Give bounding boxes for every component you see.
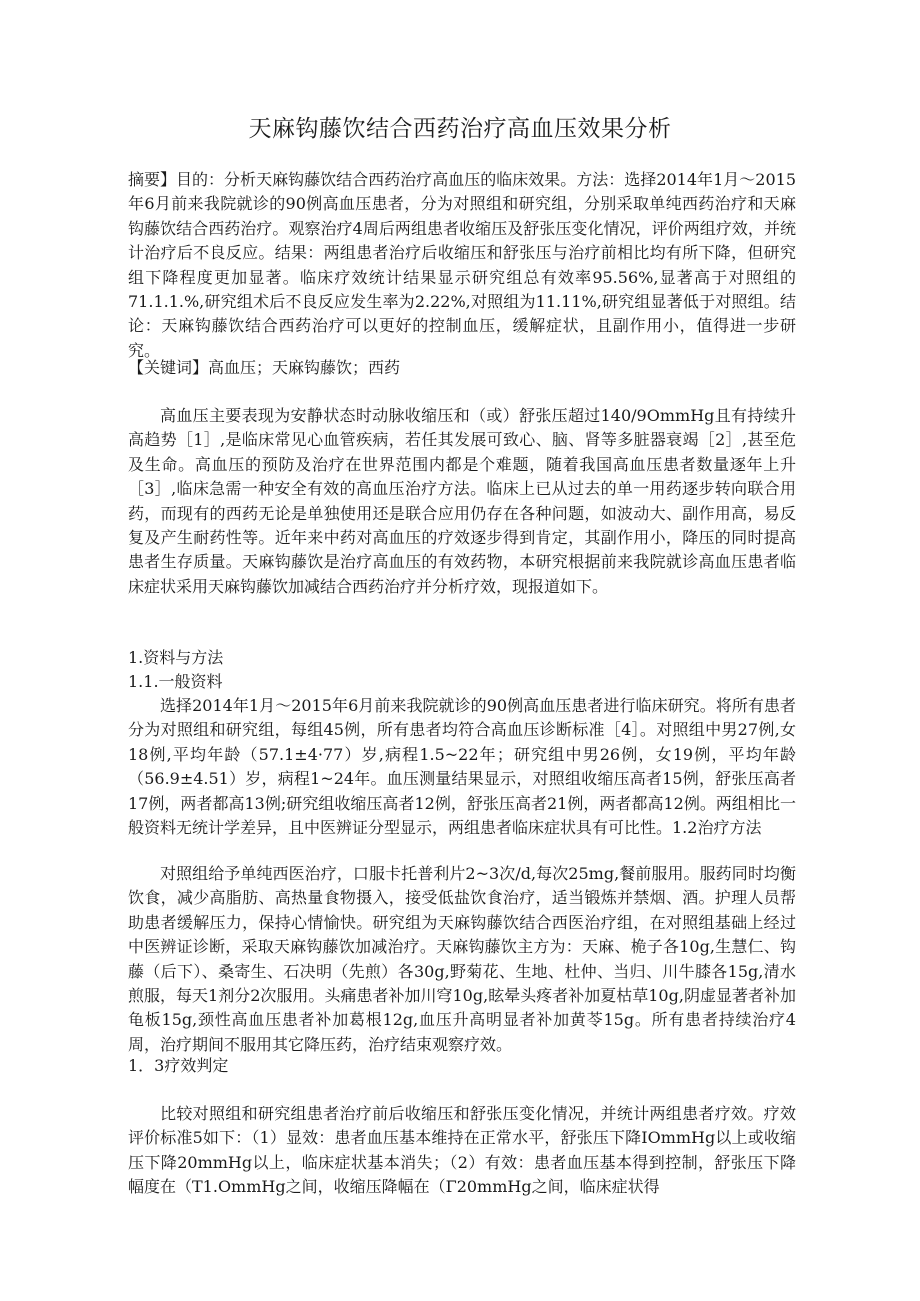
abstract-paragraph: 摘要】目的：分析天麻钩藤饮结合西药治疗高血压的临床效果。方法：选择2014年1月～2015年6月前来我院就诊的90例高血压患者，分为对照组和研究组，分别采取单纯西药治疗和天麻钩藤饮结合西药治疗。观察治疗4周后两组患者收缩压及舒张压变化情况，评价两组疗效，并统计治疗后不良反应。结果：两组患者治疗后收缩压和舒张压与治疗前相比均有所下降，但研究组下降程度更加显著。临床疗效统计结果显示研究组总有效率95.56%,显著高于对照组的71.1.1.%,研究组术后不良反应发生率为2.22%,对照组为11.11%,研究组显著低于对照组。结论：天麻钩藤饮结合西药治疗可以更好的控制血压，缓解症状，且副作用小，值得进一步研究。 [128,170,796,360]
general-data-paragraph: 选择2014年1月～2015年6月前来我院就诊的90例高血压患者进行临床研究。将所有患者分为对照组和研究组，每组45例，所有患者均符合高血压诊断标准［4］。对照组中男27例,女18例,平均年龄（57.1±4·77）岁,病程1.5~22年；研究组中男26例，女19例，平均年龄（56.9±4.51）岁，病程1~24年。血压测量结果显示，对照组收缩压高者15例，舒张压高者17例，两者都高13例;研究组收缩压高者12例，舒张压高者21例，两者都高12例。两组相比一般资料无统计学差异，且中医辨证分型显示，两组患者临床症状具有可比性。1.2治疗方法 [128,696,796,838]
introduction-paragraph: 高血压主要表现为安静状态时动脉收缩压和（或）舒张压超过140/9OmmHg且有持续升高趋势［1］,是临床常见心血管疾病，若任其发展可致心、脑、肾等多脏器衰竭［2］,甚至危及生命。高血压的预防及治疗在世界范围内都是个难题，随着我国高血压患者数量逐年上升［3］,临床急需一种安全有效的高血压治疗方法。临床上已从过去的单一用药逐步转向联合用药，而现有的西药无论是单独使用还是联合应用仍存在各种问题，如波动大、副作用高，易反复及产生耐药性等。近年来中药对高血压的疗效逐步得到肯定，其副作用小，降压的同时提高患者生存质量。天麻钩藤饮是治疗高血压的有效药物，本研究根据前来我院就诊高血压患者临床症状采用天麻钩藤饮加减结合西药治疗并分析疗效，现报道如下。 [128,406,796,596]
subsection-heading-efficacy: 1．3疗效判定 [128,1056,229,1075]
subsection-heading-general-data: 1.1.一般资料 [128,672,223,691]
keywords-line: 【关键词】高血压；天麻钩藤饮；西药 [128,358,401,377]
treatment-paragraph: 对照组给予单纯西医治疗，口服卡托普利片2~3次/d,每次25mg,餐前服用。服药同时均衡饮食，减少高脂肪、高热量食物摄入，接受低盐饮食治疗，适当锻炼并禁烟、酒。护理人员帮助患者缓解压力，保持心情愉快。研究组为天麻钩藤饮结合西医治疗组，在对照组基础上经过中医辨证诊断，采取天麻钩藤饮加减治疗。天麻钩藤饮主方为：天麻、桅子各10g,生慧仁、钩藤（后下）、桑寄生、石决明（先煎）各30g,野菊花、生地、杜仲、当归、川牛膝各15g,清水煎服，每天1剂分2次服用。头痛患者补加川穹10g,眩晕头疼者补加夏枯草10g,阴虚显著者补加龟板15g,颈性高血压患者补加葛根12g,血压升高明显者补加黄苓15g。所有患者持续治疗4周，治疗期间不服用其它降压药，治疗结束观察疗效。 [128,864,796,1054]
section-heading-materials-methods: 1.资料与方法 [128,648,224,667]
paper-title: 天麻钩藤饮结合西药治疗高血压效果分析 [248,116,672,142]
efficacy-paragraph: 比较对照组和研究组患者治疗前后收缩压和舒张压变化情况，并统计两组患者疗效。疗效评价标准5如下：（1）显效：患者血压基本维持在正常水平，舒张压下降IOmmHg以上或收缩压下降20mmHg以上，临床症状基本消失；（2）有效：患者血压基本得到控制，舒张压下降幅度在（T1.OmmHg之间，收缩压降幅在（Γ20mmHg之间，临床症状得 [128,1104,796,1197]
